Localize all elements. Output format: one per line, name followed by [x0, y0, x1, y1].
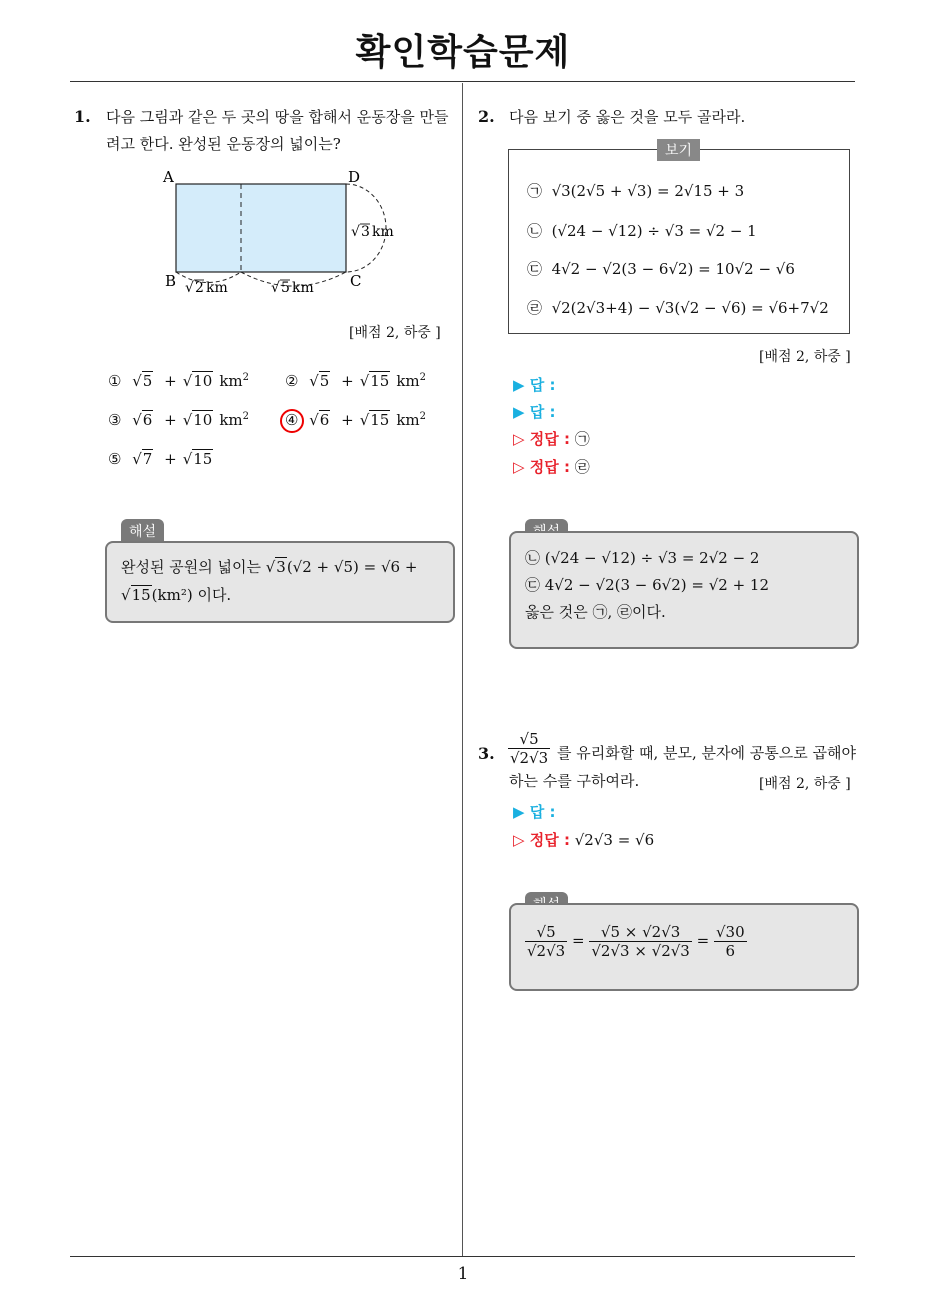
- choice-radicand-1: 6: [319, 411, 330, 429]
- dim-bottom-right-radical: √: [271, 280, 280, 296]
- frac-den: √2√3 × √2√3: [591, 942, 690, 960]
- choice-number: ②: [285, 372, 299, 390]
- correct-label: ▷ 정답 :: [513, 831, 570, 849]
- choice-radicand-2: 10: [193, 411, 213, 429]
- choice-radicand-1: 5: [319, 372, 330, 390]
- q3-correct: [513, 829, 654, 850]
- item-expr: √3(2√5 + √3) = 2√15 + 3: [551, 182, 745, 200]
- q3-answer[interactable]: ▶ 답 :: [513, 803, 556, 821]
- choice-radicand-2: 15: [193, 450, 213, 468]
- correct-label: ▷ 정답 :: [513, 458, 570, 476]
- q1-explain-rad15: 15: [131, 586, 151, 604]
- frac-num: √5: [525, 923, 567, 942]
- q1-choice-4[interactable]: ④ √6 + √15 $km^2$: [285, 411, 427, 429]
- q2-number: 2.: [478, 107, 495, 126]
- q2-bogi-item-4: [527, 297, 829, 318]
- frac-num: √30: [716, 923, 745, 941]
- q3-explain-frac1: [525, 923, 567, 960]
- q1-explain-line2: √15(km²) 이다.: [121, 586, 232, 604]
- choice-plus: +: [341, 411, 354, 429]
- choice-number: ①: [108, 372, 122, 390]
- choice-radicand-2: 10: [193, 372, 213, 390]
- q2-answer-2[interactable]: ▶ 답 :: [513, 403, 556, 421]
- q1-explain-text: [121, 553, 417, 609]
- item-mark: ㉢: [527, 260, 543, 278]
- dim-right-radicand: 3: [361, 224, 370, 240]
- item-expr: √2(2√3+4) − √3(√2 − √6) = √6+7√2: [551, 299, 829, 317]
- q1-explain-line2-text: (km²) 이다.: [151, 586, 232, 604]
- q2-question-text: 다음 보기 중 옳은 것을 모두 골라라.: [509, 108, 746, 126]
- q3-frac-num: √5: [508, 730, 550, 749]
- top-divider: [70, 81, 855, 82]
- dim-bottom-left-unit: km: [206, 280, 228, 296]
- q3-text-line2: 하는 수를 구하여라.: [509, 772, 640, 790]
- item-mark: ㉠: [527, 182, 543, 200]
- q2-explain-line1: ㉡ (√24 − √12) ÷ √3 = 2√2 − 2: [525, 549, 760, 567]
- choice-exponent: 2: [419, 372, 427, 383]
- q1-explain-line1-pre: 완성된 공원의 넓이는: [121, 558, 261, 576]
- frac-den: 6: [725, 942, 736, 960]
- q2-explain-text: [525, 545, 769, 626]
- equals-sign: =: [571, 931, 585, 950]
- q3-explain-box: [509, 903, 859, 991]
- q3-number: 3.: [478, 744, 495, 763]
- q3-frac: [508, 730, 550, 767]
- dim-bottom-right-radicand: 5: [281, 280, 290, 296]
- item-expr: (√24 − √12) ÷ √3 = √2 − 1: [551, 222, 757, 240]
- choice-radicand-2: 15: [370, 411, 390, 429]
- bottom-divider: [70, 1256, 855, 1257]
- choice-unit: km: [219, 372, 243, 390]
- correct-value: ㉠: [574, 430, 590, 448]
- choice-radicand-1: 5: [142, 372, 153, 390]
- q1-text-line1: 다음 그림과 같은 두 곳의 땅을 합해서 운동장을 만들: [106, 108, 449, 126]
- choice-radicand-1: 7: [142, 450, 153, 468]
- label-b: B: [165, 272, 177, 290]
- frac-den: √2√3: [527, 942, 566, 960]
- q1-number: 1.: [74, 107, 91, 126]
- q3-explain-frac2: [589, 923, 692, 960]
- correct-label: ▷ 정답 :: [513, 430, 570, 448]
- q2-bogi-item-1: [527, 180, 744, 201]
- q3-fraction: [508, 730, 550, 767]
- q1-choice-1[interactable]: ① √5 + √10 $km^2$: [108, 372, 250, 390]
- q1-explain-rad3: 3: [276, 558, 286, 576]
- q1-choice-3[interactable]: ③ √6 + √10 $km^2$: [108, 411, 250, 429]
- label-c: C: [350, 272, 362, 290]
- choice-unit: km: [396, 372, 420, 390]
- choice-number: ⑤: [108, 450, 122, 468]
- choice-plus: +: [164, 411, 177, 429]
- choice-unit: km: [219, 411, 243, 429]
- q3-text-line1: 를 유리화할 때, 분모, 분자에 공통으로 곱해야: [557, 744, 856, 762]
- page-number: 1: [457, 1264, 469, 1284]
- q1-choice-2[interactable]: ② √5 + √15 $km^2$: [285, 372, 427, 390]
- correct-value: ㉣: [574, 458, 590, 476]
- choice-unit: km: [396, 411, 420, 429]
- choice-exponent: 2: [419, 411, 427, 422]
- q3-explain-frac3: [714, 923, 747, 960]
- q1-question-text: [106, 104, 456, 158]
- q2-bogi-box: [508, 149, 850, 334]
- choice-number: ④: [285, 411, 299, 429]
- choice-number: ③: [108, 411, 122, 429]
- q2-bogi-item-3: [527, 258, 795, 279]
- choice-exponent: 2: [242, 411, 250, 422]
- page-title: 확인학습문제: [355, 32, 571, 73]
- q2-explain-line3: 옳은 것은 ㉠, ㉣이다.: [525, 603, 666, 621]
- choice-plus: +: [164, 372, 177, 390]
- frac-num: √5 × √2√3: [589, 923, 692, 942]
- choice-radicand-1: 6: [142, 411, 153, 429]
- dim-right-radical: √: [351, 224, 360, 240]
- q2-bogi-tab: 보기: [657, 139, 700, 161]
- q1-text-line2: 려고 한다. 완성된 운동장의 넓이는?: [106, 135, 341, 153]
- item-mark: ㉡: [527, 222, 543, 240]
- choice-radicand-2: 15: [370, 372, 390, 390]
- q1-explain-line1: 완성된 공원의 넓이는 √3(√2 + √5) = √6 +: [121, 558, 418, 576]
- dim-bottom-left-radicand: 2: [195, 280, 204, 296]
- dim-bottom-right-unit: km: [292, 280, 314, 296]
- dim-right-unit: km: [372, 224, 394, 240]
- q1-choice-5[interactable]: ⑤ √7 + √15: [108, 450, 213, 468]
- q2-explain-box: [509, 531, 859, 649]
- q2-explain-line2: ㉢ 4√2 − √2(3 − 6√2) = √2 + 12: [525, 576, 770, 594]
- q1-explain-box: [105, 541, 455, 623]
- q1-figure: [155, 165, 415, 300]
- q3-explain-equation: [525, 923, 747, 960]
- equals-sign: =: [696, 931, 710, 950]
- choice-plus: +: [341, 372, 354, 390]
- label-d: D: [348, 168, 361, 186]
- q1-explain-tab: 해설: [121, 519, 164, 543]
- item-mark: ㉣: [527, 299, 543, 317]
- q2-correct-2: [513, 456, 590, 477]
- column-divider: [462, 83, 463, 1257]
- field-rectangle: [176, 184, 346, 272]
- correct-value: √2√3 = √6: [574, 831, 655, 849]
- q2-score: [배점 2, 하중 ]: [759, 349, 851, 365]
- q3-frac-den: √2√3: [510, 749, 549, 767]
- q1-score: [배점 2, 하중 ]: [349, 325, 441, 341]
- q3-score: [배점 2, 하중 ]: [759, 776, 851, 792]
- q2-answer-1[interactable]: ▶ 답 :: [513, 376, 556, 394]
- choice-exponent: 2: [242, 372, 250, 383]
- label-a: A: [163, 168, 174, 186]
- dim-bottom-left-radical: √: [185, 280, 194, 296]
- item-expr: 4√2 − √2(3 − 6√2) = 10√2 − √6: [551, 260, 795, 278]
- choice-plus: +: [164, 450, 177, 468]
- q2-correct-1: [513, 428, 590, 449]
- q1-explain-line1-math: (√2 + √5) = √6 +: [286, 558, 418, 576]
- q2-bogi-item-2: [527, 220, 757, 241]
